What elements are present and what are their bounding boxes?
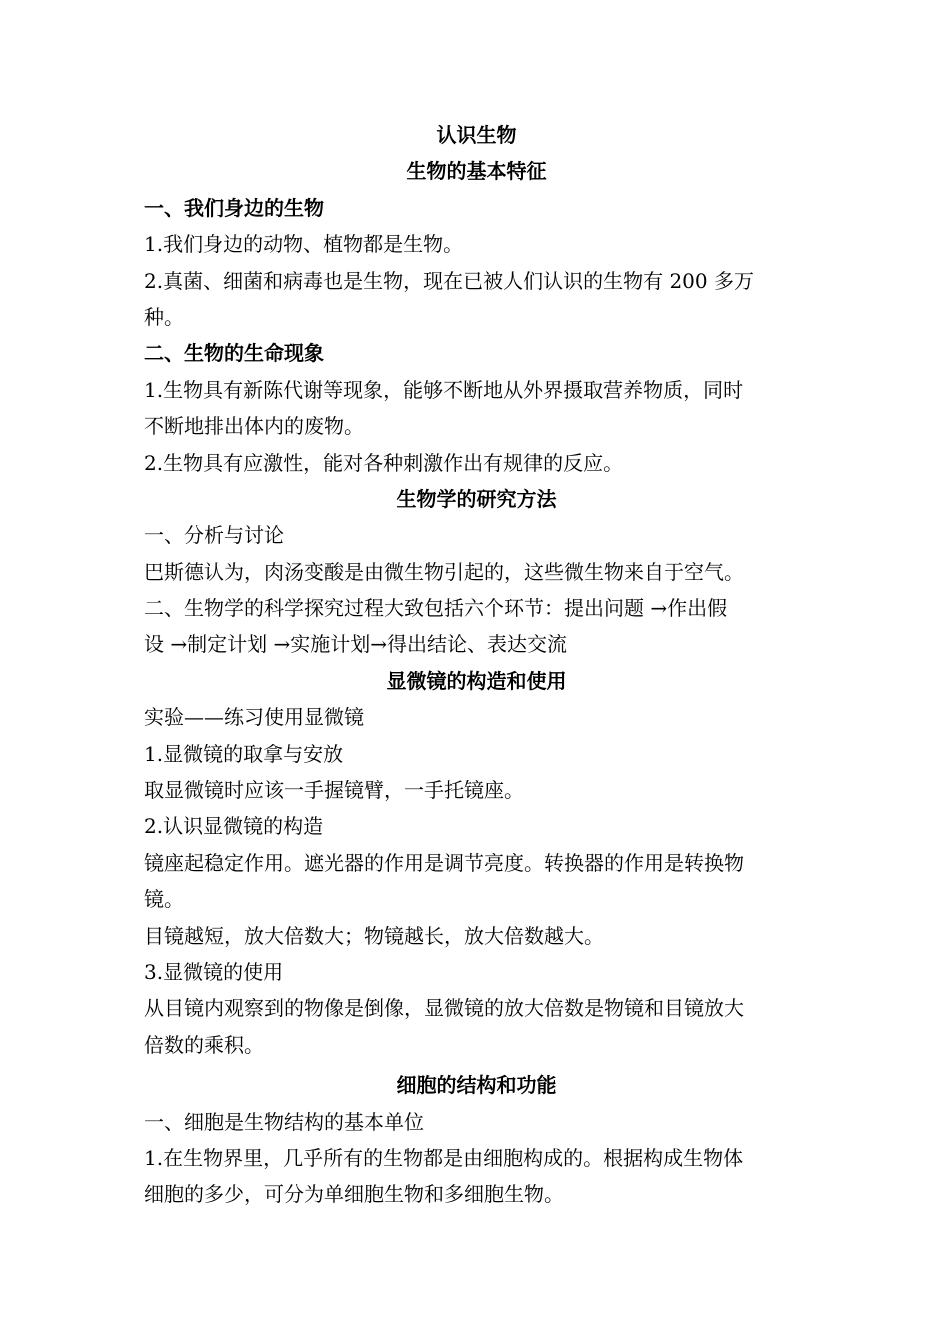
paragraph-line: 1.我们身边的动物、植物都是生物。 (144, 232, 464, 257)
paragraph-line: 种。 (144, 304, 184, 329)
paragraph-line: 2.认识显微镜的构造 (144, 814, 324, 839)
document-page (144, 117, 809, 1213)
paragraph-line: 1.生物具有新陈代谢等现象，能够不断地从外界摄取营养物质，同时 (144, 377, 744, 402)
paragraph-line: 镜座起稳定作用。遮光器的作用是调节亮度。转换器的作用是转换物 (144, 850, 744, 875)
paragraph-line: 实验——练习使用显微镜 (144, 705, 364, 730)
paragraph-line: 一、细胞是生物结构的基本单位 (144, 1109, 424, 1134)
paragraph-line: 目镜越短，放大倍数大；物镜越长，放大倍数越大。 (144, 923, 604, 948)
section-title-research-methods: 生物学的研究方法 (396, 486, 557, 511)
heading-life-phenomena: 二、生物的生命现象 (144, 341, 324, 366)
paragraph-line: 1.在生物界里，几乎所有的生物都是由细胞构成的。根据构成生物体 (144, 1145, 744, 1170)
paragraph-line: 巴斯德认为，肉汤变酸是由微生物引起的，这些微生物来自于空气。 (144, 559, 744, 584)
paragraph-line: 一、分析与讨论 (144, 523, 284, 548)
paragraph-line: 不断地排出体内的废物。 (144, 414, 364, 439)
section-title-microscope: 显微镜的构造和使用 (386, 668, 567, 693)
paragraph-line: 镜。 (144, 887, 184, 912)
paragraph-line: 2.真菌、细菌和病毒也是生物，现在已被人们认识的生物有 200 多万 (144, 268, 754, 293)
section-title-basic-features: 生物的基本特征 (406, 159, 547, 184)
paragraph-line: 倍数的乘积。 (144, 1032, 264, 1057)
paragraph-line: 2.生物具有应激性，能对各种刺激作出有规律的反应。 (144, 450, 624, 475)
document-title: 认识生物 (436, 123, 517, 147)
paragraph-line: 1.显微镜的取拿与安放 (144, 741, 344, 766)
paragraph-line: 设 →制定计划 →实施计划→得出结论、表达交流 (144, 632, 567, 657)
paragraph-line: 取显微镜时应该一手握镜臂，一手托镜座。 (144, 778, 524, 803)
paragraph-line: 从目镜内观察到的物像是倒像，显微镜的放大倍数是物镜和目镜放大 (144, 996, 744, 1021)
section-title-cell-structure: 细胞的结构和功能 (396, 1073, 557, 1098)
paragraph-line: 3.显微镜的使用 (144, 959, 284, 984)
paragraph-line: 二、生物学的科学探究过程大致包括六个环节：提出问题 →作出假 (144, 596, 728, 621)
paragraph-line: 细胞的多少，可分为单细胞生物和多细胞生物。 (144, 1182, 564, 1207)
heading-living-things-around-us: 一、我们身边的生物 (144, 195, 324, 220)
